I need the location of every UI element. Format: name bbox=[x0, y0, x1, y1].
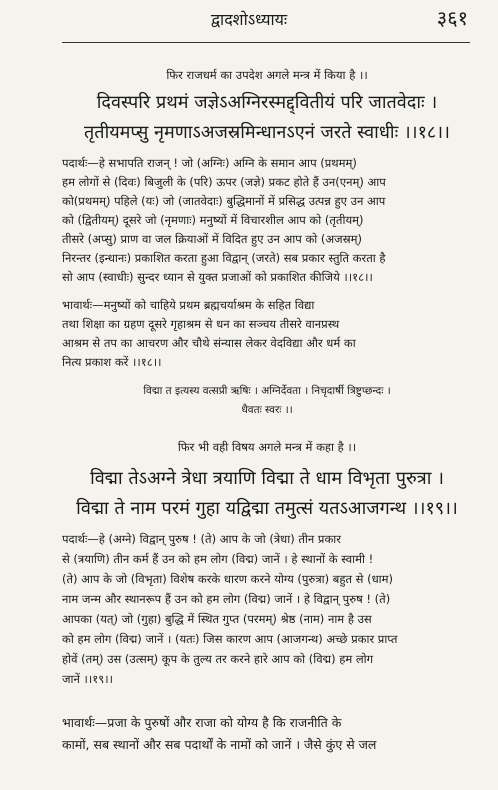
padartha-line: आपका (यत्) जो (गुहा) बुद्धि में स्थित गुप्त (परमम्) श्रेष्ठ (नाम) नाम है उस bbox=[62, 612, 372, 626]
bhavartha-line: कामों, सब स्थानों और सब पदार्थों के नामों को जानें । जैसे कुंए से जल bbox=[62, 737, 377, 752]
chapter-title: द्वादशोऽध्यायः bbox=[210, 10, 288, 29]
padartha-line: को (द्वितीयम्) दूसरे जो (नृमणाः) मनुष्यों में विचारशील आप को (तृतीयम्) bbox=[62, 213, 364, 227]
section-intro: फिर राजधर्म का उपदेश अगले मन्त्र में किया है ।। bbox=[166, 68, 368, 82]
mantra-line: विद्मा ते नाम परमं गुहा यद्विद्मा तमुत्सं यतऽआजगन्थ ।।१९।। bbox=[76, 498, 458, 519]
bhavartha-line: भावार्थः—प्रजा के पुरुषों और राजा को योग्य है कि राजनीति के bbox=[62, 715, 342, 730]
bhavartha-line: आश्रम से तप का आचरण और चौथे संन्यास लेकर वेदविद्या और धर्म का bbox=[62, 336, 356, 350]
header-rule bbox=[62, 42, 470, 43]
padartha-line: पदार्थः—हे (अग्ने) विद्वान् पुरुष ! (ते) आप के जो (त्रेधा) तीन प्रकार bbox=[62, 532, 341, 546]
padartha-line: से (त्रयाणि) तीन कर्म हैं उन को हम लोग (विद्म) जानें । हे स्थानों के स्वामी ! bbox=[62, 552, 374, 566]
padartha-line: सो आप (स्वाधीः) सुन्दर ध्यान से युक्त प्रजाओं को प्रकाशित कीजिये ।।१८।। bbox=[62, 270, 373, 284]
mantra-line: दिवस्परि प्रथमं जज्ञेऽअग्निरस्मद्द्वितीयं परि जातवेदाः । bbox=[96, 92, 438, 113]
padartha-line: पदार्थः—हे सभापति राजन् ! जो (अग्निः) अग्नि के समान आप (प्रथमम्) bbox=[62, 156, 357, 170]
padartha-line: तीसरे (अप्सु) प्राण वा जल क्रियाओं में विदित हुए उन आप को (अजस्रम्) bbox=[62, 232, 362, 246]
padartha-line: नाम जन्म और स्थानरूप हैं उन को हम लोग (विद्म) जानें । हे विद्वान् पुरुष ! (ते) bbox=[62, 592, 391, 606]
section-intro: फिर भी वही विषय अगले मन्त्र में कहा है ।। bbox=[177, 440, 357, 454]
page-number: ३६१ bbox=[436, 6, 468, 30]
bhavartha-line: नित्य प्रकाश करें ।।१८।। bbox=[62, 355, 162, 369]
padartha-line: को(प्रथमम्) पहिले (यः) जो (जातवेदाः) बुद्धिमानों में प्रसिद्ध उत्पन्न हुए उन आप bbox=[62, 194, 386, 208]
rishi-devata-line: विद्मा त इत्यस्य वत्सप्री ऋषिः । अग्निर्देवता । निचृदार्षी त्रिष्टुप्छन्दः । bbox=[143, 385, 391, 397]
padartha-line: निरन्तर (इन्धानः) प्रकाशित करता हुआ विद्वान् (जरते) सब प्रकार स्तुति करता है bbox=[62, 251, 386, 265]
padartha-line: (ते) आप के जो (विभृता) विशेष करके धारण करने योग्य (पुरुत्रा) बहुत से (धाम) bbox=[62, 572, 393, 586]
running-header bbox=[0, 0, 498, 46]
padartha-line: हम लोगों से (दिवः) बिजुली के (परि) ऊपर (जज्ञे) प्रकट होते हैं उन(एनम्) आप bbox=[62, 175, 386, 189]
bhavartha-line: तथा शिक्षा का ग्रहण दूसरे गृहाश्रम से धन का सञ्चय तीसरे वानप्रस्थ bbox=[62, 317, 340, 331]
padartha-line: होवें (तम्) उस (उत्सम्) कूप के तुल्य तर करने हारे आप को (विद्म) हम लोग bbox=[62, 652, 374, 666]
padartha-line: को हम लोग (विद्म) जानें । (यतः) जिस कारण आप (आजगन्थ) अच्छे प्रकार प्राप्त bbox=[62, 632, 398, 646]
rishi-devata-line: धैवतः स्वरः ।। bbox=[241, 404, 293, 416]
mantra-line: विद्मा तेऽअग्ने त्रेधा त्रयाणि विद्मा ते धाम विभृता पुरुत्रा । bbox=[90, 468, 444, 489]
bhavartha-line: भावार्थः—मनुष्यों को चाहिये प्रथम ब्रह्मचर्याश्रम के सहित विद्या bbox=[62, 298, 315, 312]
padartha-line: जानें ।।१९।। bbox=[62, 672, 113, 686]
mantra-line: तृतीयमप्सु नृमणाऽअजस्रमिन्धानऽएनं जरते स्वाधीः ।।१८।। bbox=[84, 122, 450, 143]
